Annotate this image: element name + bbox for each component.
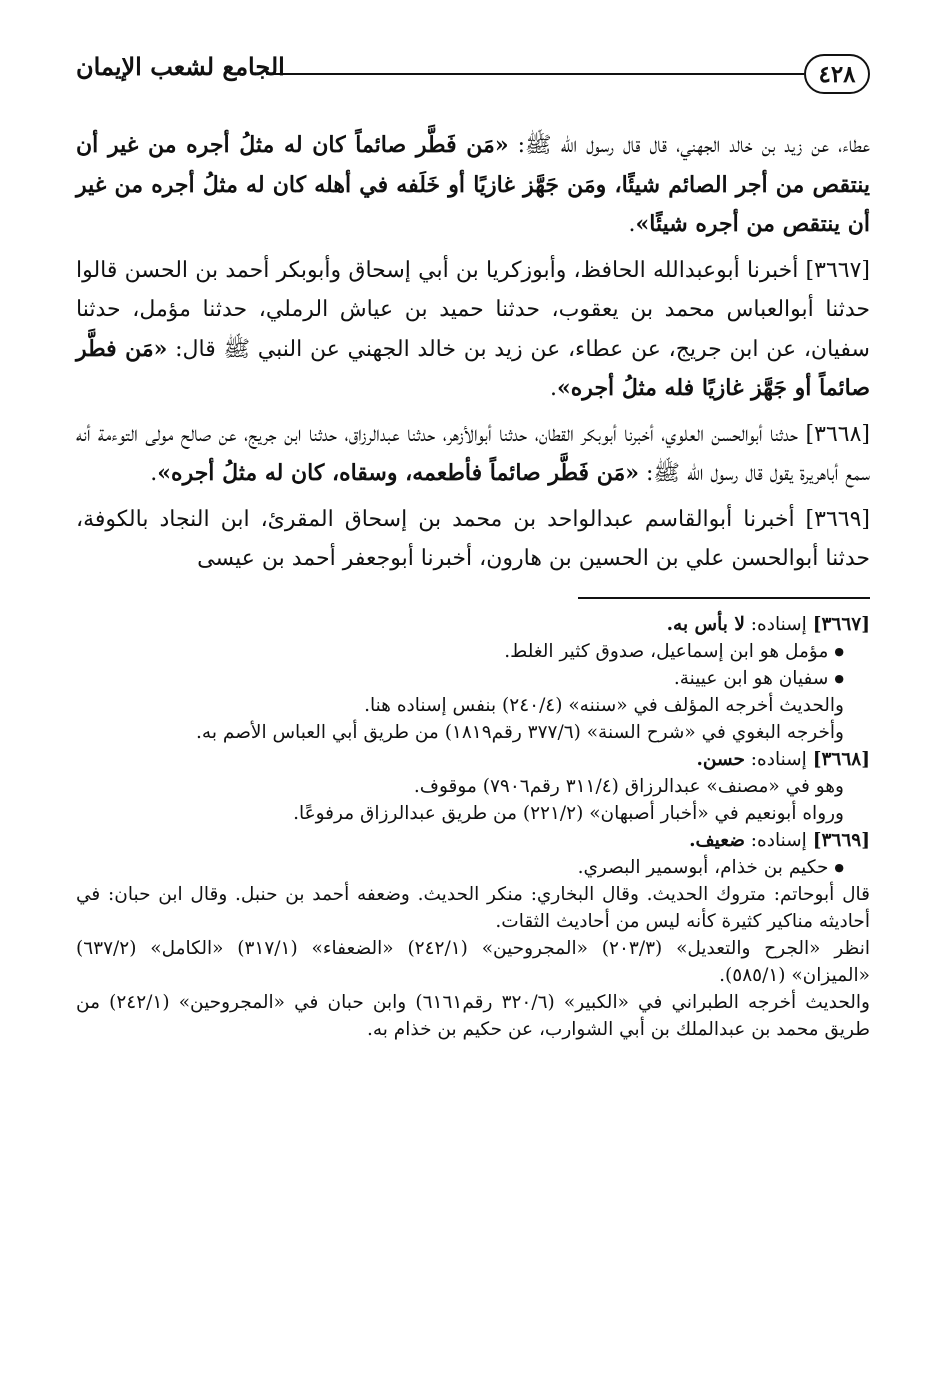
footnote-text: مؤمل هو ابن إسماعيل، صدوق كثير الغلط. (504, 640, 829, 662)
header-rule (266, 73, 804, 75)
footnote-heading (76, 827, 870, 854)
footnote-number: [٣٦٦٨] (812, 748, 870, 770)
footnote-line (76, 800, 870, 827)
footnote-text: والحديث أخرجه المؤلف في «سننه» (٢٤٠/٤) بنفس إسناده هنا. (364, 694, 844, 716)
footnote-text: والحديث أخرجه الطبراني في «الكبير» (٣٢٠/٦ رقم٦١٦١) وابن حبان في «المجروحين» (٢٤٢/١) من طريق محمد بن عبدالملك بن أبي الشوارب، عن حكيم بن خذام به. (76, 991, 870, 1040)
footnote-grade: لا بأس به. (666, 613, 745, 635)
bullet-icon (828, 641, 844, 662)
body-paragraph (76, 415, 870, 494)
body-text: حدثنا أبوالحسن العلوي، أخبرنا أبوبكر القطان، حدثنا أبوالأزهر، حدثنا عبدالرزاق، حدثنا ابن جريج، عن صالح مولى التوءمة أنه سمع أباهريرة يقول قال رسول الله ﷺ: (76, 421, 870, 486)
hadith-quote: «مَن فَطَّر صائماً كان له مثلُ أجره من غير أن ينتقص من أجر الصائم شيئًا، ومَن جَهَّز غازيًا أو خَلَفه في أهله كان له مثلُ أجره من غير أن ينتقص من أجره شيئًا» (76, 132, 870, 237)
footnote-line (76, 854, 870, 881)
body-paragraph (76, 500, 870, 579)
footnote-text: انظر «الجرح والتعديل» (٢٠٣/٣) «المجروحين» (٢٤٢/١) «الضعفاء» (٣١٧/١) «الكامل» (٦٣٧/٢) «الميزان» (٥٨٥/١). (76, 937, 870, 986)
footnote-block (76, 827, 870, 1043)
running-title: الجامع لشعب الإيمان (76, 52, 285, 81)
body-text: . (550, 376, 558, 401)
footnote-line (76, 935, 870, 989)
body-text: [٣٦٦٧] (798, 257, 870, 283)
footnote-label: إسناده: (750, 748, 807, 770)
footnote-line (76, 665, 870, 692)
page (76, 50, 870, 1335)
body-text: أخبرنا أبوعبدالله الحافظ، وأبوزكريا بن أبي إسحاق وأبوبكر أحمد بن الحسن قالوا حدثنا أبوالعباس محمد بن يعقوب، حدثنا حميد بن عياش الرملي، حدثنا مؤمل، حدثنا سفيان، عن ابن جريج، عن عطاء، عن زيد بن خالد الجهني عن النبي ﷺ قال: (76, 257, 870, 362)
footnote-text: قال أبوحاتم: متروك الحديث. وقال البخاري: منكر الحديث. وضعفه أحمد بن حنبل. وقال ابن حبان: في أحاديثه مناكير كثيرة كأنه ليس من أحاديث الثقات. (76, 883, 870, 932)
footnote-label: إسناده: (750, 613, 807, 635)
page-number: ٤٢٨ (804, 54, 870, 94)
footnote-label: إسناده: (750, 829, 807, 851)
footnote-text: سفيان هو ابن عيينة. (673, 667, 829, 689)
body-paragraph (76, 251, 870, 409)
footnote-text: وأخرجه البغوي في «شرح السنة» (٣٧٧/٦ رقم١٨١٩) من طريق أبي العباس الأصم به. (196, 721, 844, 743)
footnote-text: ورواه أبونعيم في «أخبار أصبهان» (٢٢١/٢) من طريق عبدالرزاق مرفوعًا. (293, 802, 844, 824)
footnote-line (76, 989, 870, 1043)
footnote-line (76, 881, 870, 935)
footnote-block (76, 611, 870, 746)
footnote-grade: ضعيف. (689, 829, 745, 851)
footnote-block (76, 746, 870, 827)
footnote-line (76, 719, 870, 746)
footnote-line (76, 638, 870, 665)
hadith-quote: «مَن فَطَّر صائماً فأطعمه، وسقاه، كان له مثلُ أجره» (157, 460, 639, 486)
main-text (76, 126, 870, 579)
body-text: . (150, 461, 158, 486)
footnote-heading (76, 611, 870, 638)
body-paragraph (76, 126, 870, 245)
body-text: [٣٦٦٩] (794, 506, 870, 532)
page-header (76, 50, 870, 102)
footnote-text: حكيم بن خذام، أبوسمير البصري. (577, 856, 829, 878)
footnotes (76, 611, 870, 1043)
body-text: [٣٦٦٨] (798, 421, 871, 447)
footnote-heading (76, 746, 870, 773)
bullet-icon (828, 857, 844, 878)
footnote-number: [٣٦٦٩] (812, 829, 870, 851)
footnote-grade: حسن. (696, 748, 745, 770)
hadith-quote: «مَن فطَّر صائماً أو جَهَّز غازيًا فله مثلُ أجره» (76, 335, 870, 401)
footnote-line (76, 692, 870, 719)
footnote-number: [٣٦٦٧] (812, 613, 870, 635)
footnote-divider (578, 597, 870, 599)
body-text: أخبرنا أبوالقاسم عبدالواحد بن محمد بن إسحاق المقرئ، ابن النجاد بالكوفة، حدثنا أبوالحسن علي بن الحسين بن هارون، أخبرنا أبوجعفر أحمد بن عيسى (76, 506, 870, 571)
bullet-icon (828, 668, 844, 689)
footnote-line (76, 773, 870, 800)
body-text: . (628, 212, 636, 237)
body-text: عطاء، عن زيد بن خالد الجهني، قال قال رسول الله ﷺ: (508, 133, 871, 158)
footnote-text: وهو في «مصنف» عبدالرزاق (٣١١/٤ رقم٧٩٠٦) موقوف. (413, 775, 844, 797)
